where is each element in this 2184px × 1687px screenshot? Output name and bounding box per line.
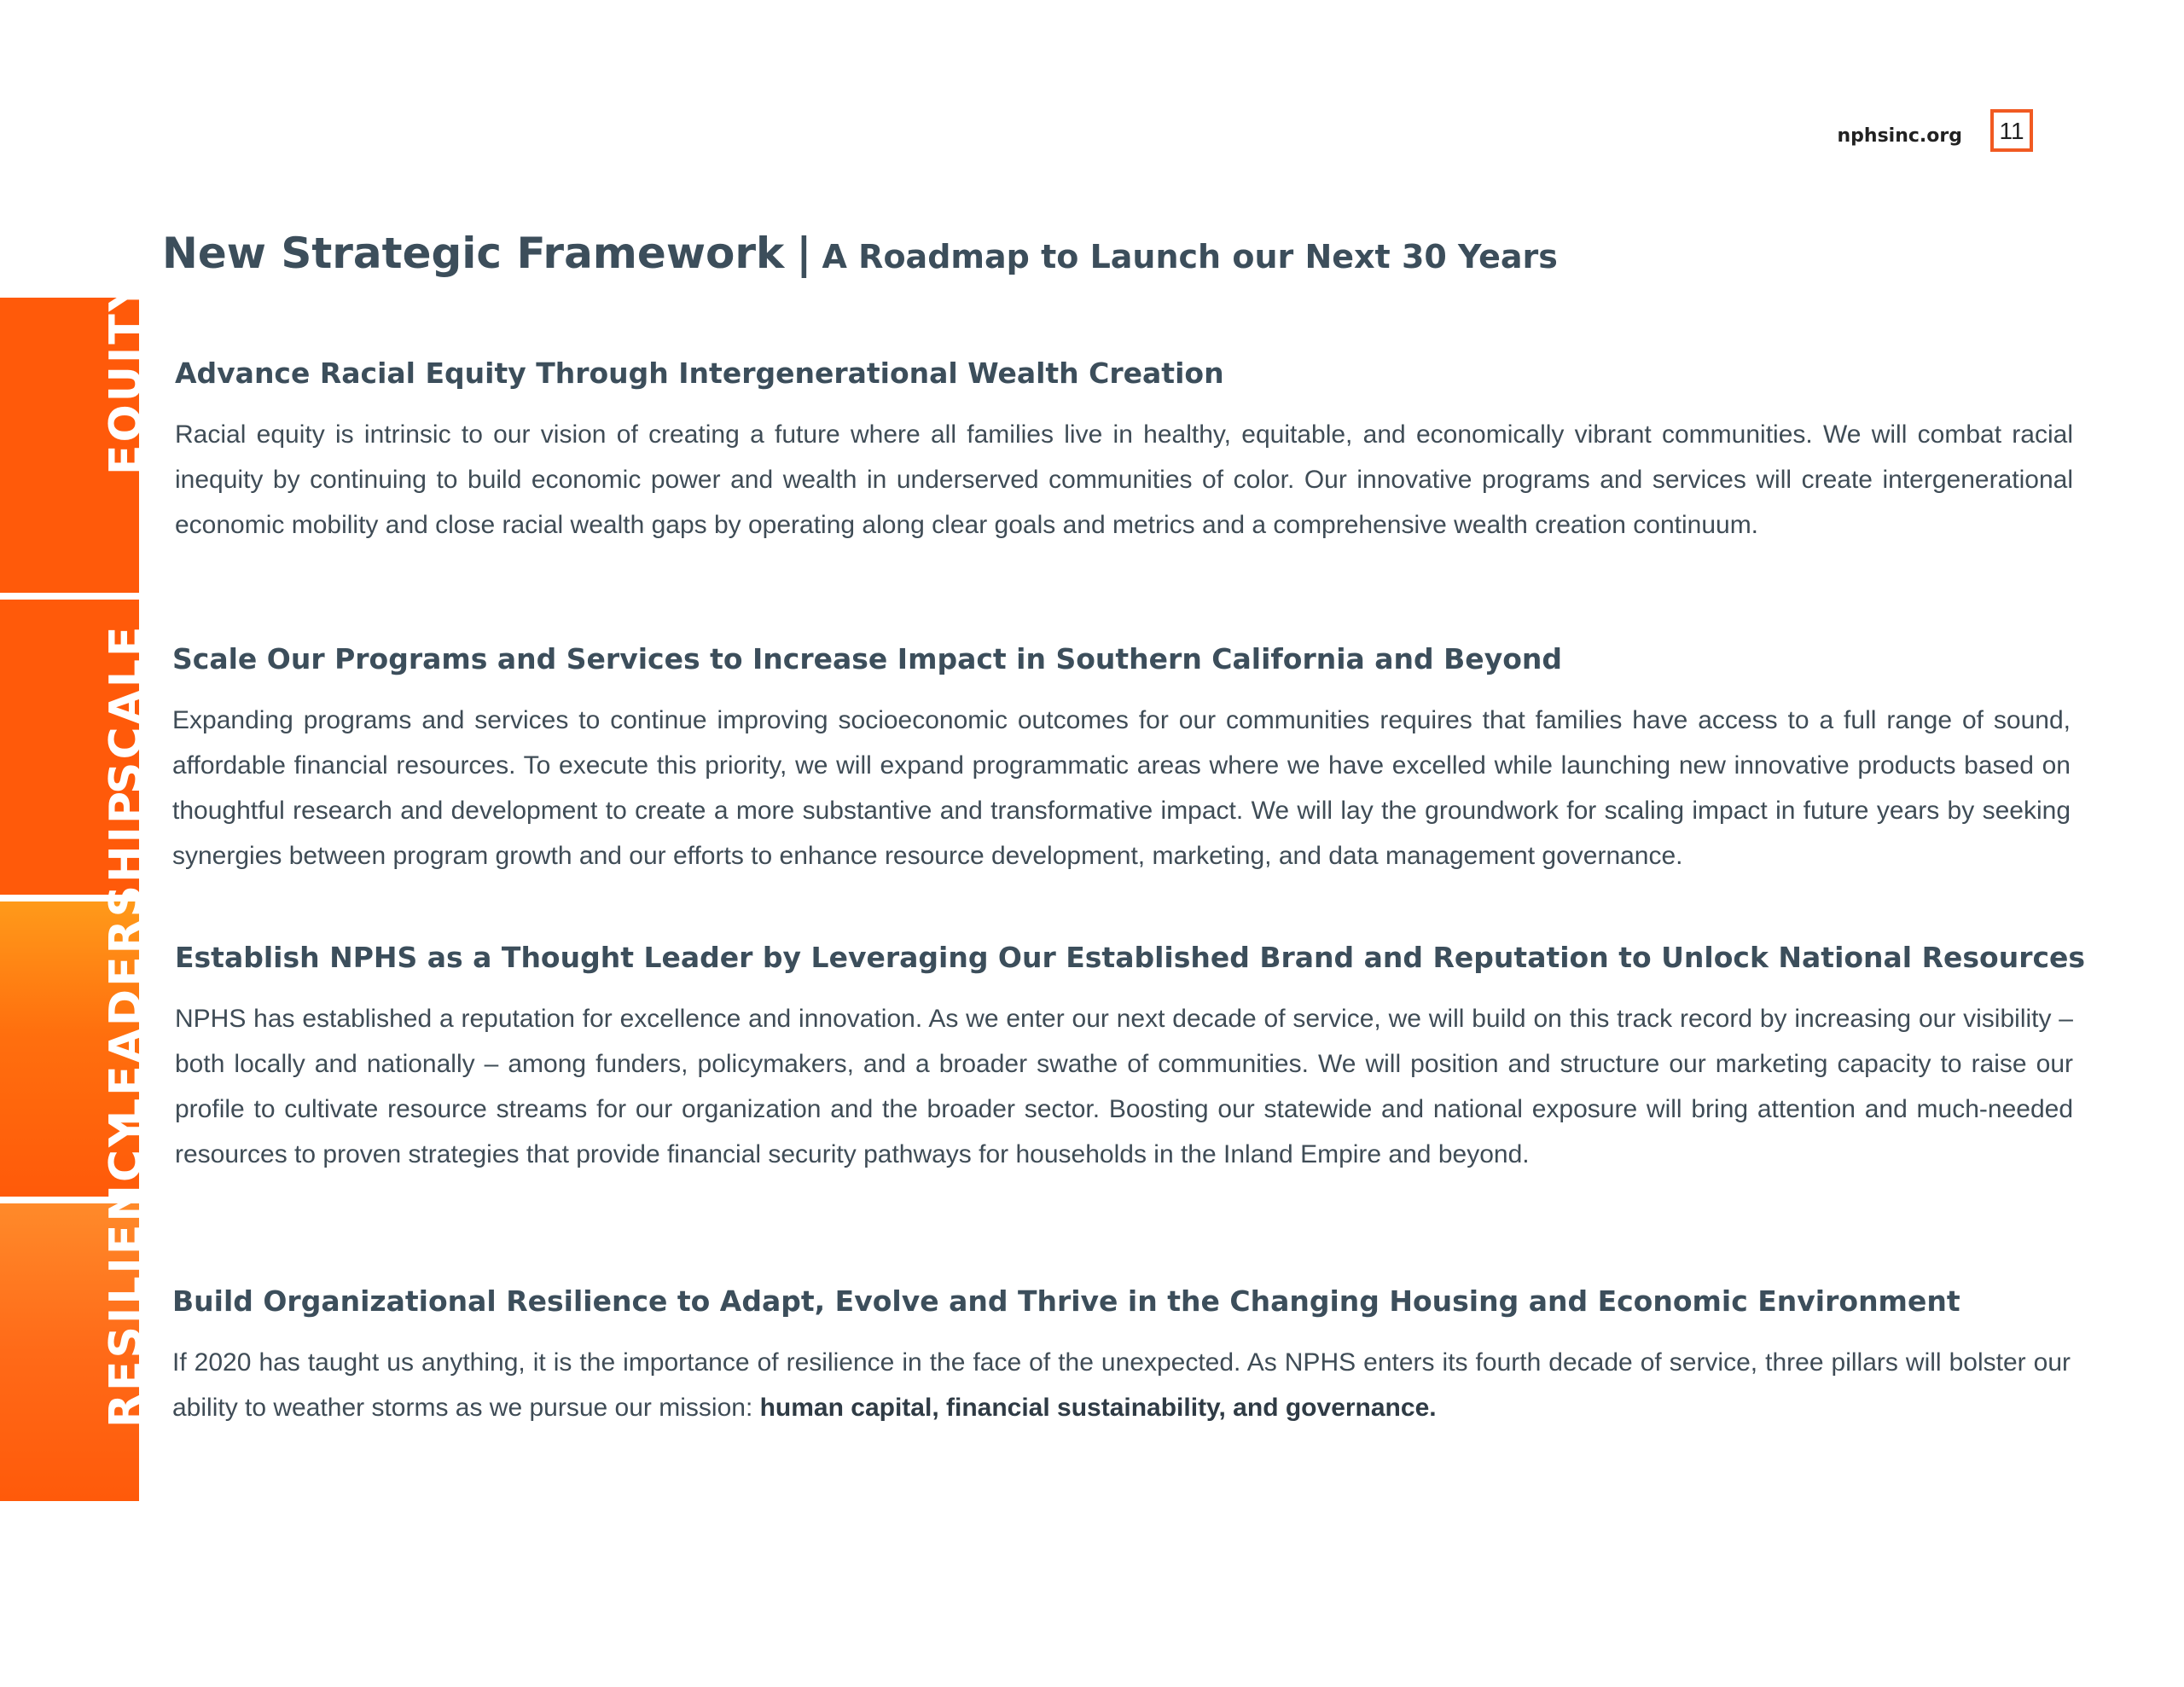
page-number: 11 (1990, 109, 2033, 152)
section-resiliency (172, 1280, 2071, 1430)
page-title (162, 223, 1954, 294)
section-equity (175, 352, 2073, 548)
section-heading: Advance Racial Equity Through Intergenerational Wealth Creation (175, 357, 1224, 390)
section-body (172, 1340, 2071, 1430)
tab-scale-label: SCALE (101, 623, 152, 794)
tab-equity-label: EQUITY (101, 276, 152, 475)
section-body: NPHS has established a reputation for excellence and innovation. As we enter our next decade of service, we will build on this track record by increasing our visibility – both locally and nationally – among funders, policymakers, and a broader swathe of communities. We will position and structure our marketing capacity to raise our profile to cultivate resource streams for our organization and the broader sector. Boosting our statewide and national exposure will bring attention and much-needed resources to proven strategies that provide financial security pathways for households in the Inland Empire and beyond. (175, 1005, 2073, 1168)
section-heading: Build Organizational Resilience to Adapt, Evolve and Thrive in the Changing Housing and Economic Environment (172, 1284, 1960, 1318)
page-subtitle: A Roadmap to Launch our Next 30 Years (822, 238, 1558, 275)
section-heading: Scale Our Programs and Services to Increase Impact in Southern California and Beyond (172, 642, 1562, 675)
section-heading: Establish NPHS as a Thought Leader by Leveraging Our Established Brand and Reputation to Unlock National Resources (175, 941, 2086, 974)
section-body-text: If 2020 has taught us anything, it is the importance of resilience in the face of the unexpected. As NPHS enters its fourth decade of service, three pillars will bolster our ability to weather storms as we pursue our mission: (172, 1348, 2071, 1422)
tab-resiliency-label: RESILIENCY (101, 1112, 152, 1428)
tab-leadership-label: LEADERSHIP (101, 788, 152, 1127)
section-body: Expanding programs and services to continue improving socioeconomic outcomes for our communities requires that families have access to a full range of sound, affordable financial resources. To execute this priority, we will expand programmatic areas where we have excelled while launching new innovative products based on thoughtful research and development to create a more substantive and transformative impact. We will lay the groundwork for scaling impact in future years by seeking synergies between program growth and our efforts to enhance resource development, marketing, and data management governance. (172, 706, 2071, 870)
tab-equity (0, 276, 152, 593)
site-url: nphsinc.org (1837, 125, 1962, 147)
page-title-main: New Strategic Framework (162, 229, 785, 278)
section-scale (172, 638, 2071, 878)
section-leadership (175, 936, 2086, 1177)
tab-resiliency (0, 1112, 152, 1501)
section-body: Racial equity is intrinsic to our vision of creating a future where all families live in healthy, equitable, and economically vibrant communities. We will combat racial inequity by continuing to build economic power and wealth in underserved communities of color. Our innovative programs and services will create intergenerational economic mobility and close racial wealth gaps by operating along clear goals and metrics and a comprehensive wealth creation continuum. (175, 420, 2073, 539)
title-separator: | (796, 229, 812, 278)
section-body-emphasis: human capital, financial sustainability, and governance. (759, 1394, 1437, 1422)
